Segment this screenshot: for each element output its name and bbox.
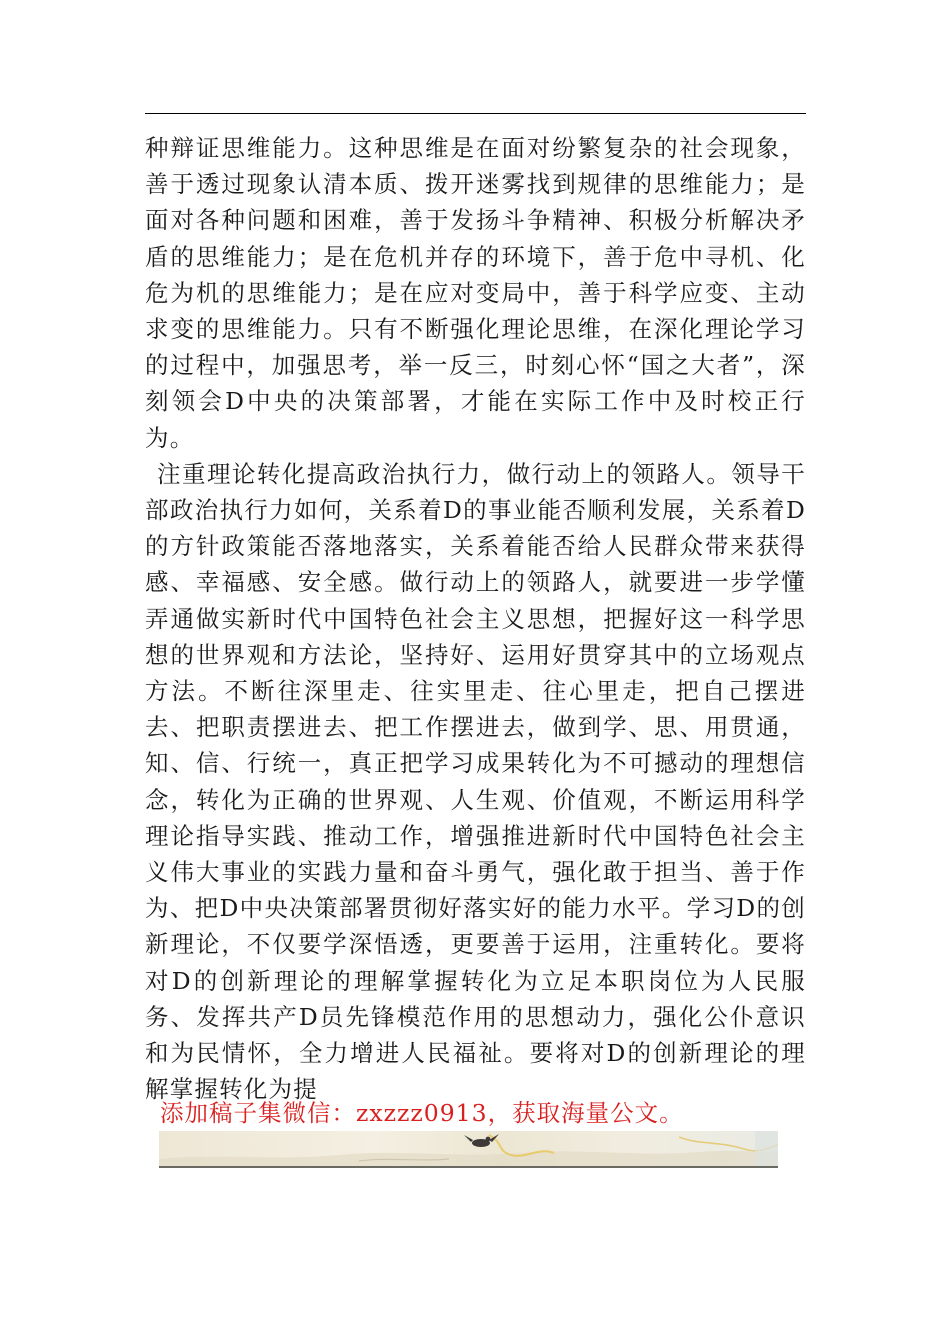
paragraph-political-execution: 注重理论转化提高政治执行力，做行动上的领路人。领导干部政治执行力如何，关系着D的事业能否顺利发展，关系着D的方针政策能否落地落实，关系着能否给人民群众带来获得感、幸福感、安全感。做行动上的领路人，就要进一步学懂弄通做实新时代中国特色社会主义思想，把握好这一科学思想的世界观和方法论，坚持好、运用好贯穿其中的立场观点方法。不断往深里走、往实里走、往心里走，把自己摆进去、把职责摆进去、把工作摆进去，做到学、思、用贯通，知、信、行统一，真正把学习成果转化为不可撼动的理想信念，转化为正确的世界观、人生观、价值观，不断运用科学理论指导实践、推动工作，增强推进新时代中国特色社会主义伟大事业的实践力量和奋斗勇气，强化敢于担当、善于作为、把D中央决策部署贯彻好落实好的能力水平。学习D的创新理论，不仅要学深悟透，更要善于运用，注重转化。要将对D的创新理论的理解掌握转化为立足本职岗位为人民服务、发挥共产D员先锋模范作用的思想动力，强化公仆意识和为民情怀，全力增进人民福祉。要将对D的创新理论的理解掌握转化为提	[145, 459, 806, 1104]
promo-wechat-note: 添加稿子集微信：zxzzz0913，获取海量公文。	[160, 1099, 684, 1127]
paragraph-continuation: 种辩证思维能力。这种思维是在面对纷繁复杂的社会现象，善于透过现象认清本质、拨开迷雾找到规律的思维能力；是面对各种问题和困难，善于发扬斗争精神、积极分析解决矛盾的思维能力；是在危机并存的环境下，善于危中寻机、化危为机的思维能力；是在应对变局中，善于科学应变、主动求变的思维能力。只有不断强化理论思维，在深化理论学习的过程中，加强思考，举一反三，时刻心怀“国之大者”，深刻领会D中央的决策部署，才能在实际工作中及时校正行为。	[145, 134, 806, 452]
landscape-illustration-icon	[159, 1131, 778, 1166]
header-rule	[145, 113, 806, 114]
decorative-banner-image	[159, 1131, 778, 1168]
document-body	[145, 130, 806, 1107]
